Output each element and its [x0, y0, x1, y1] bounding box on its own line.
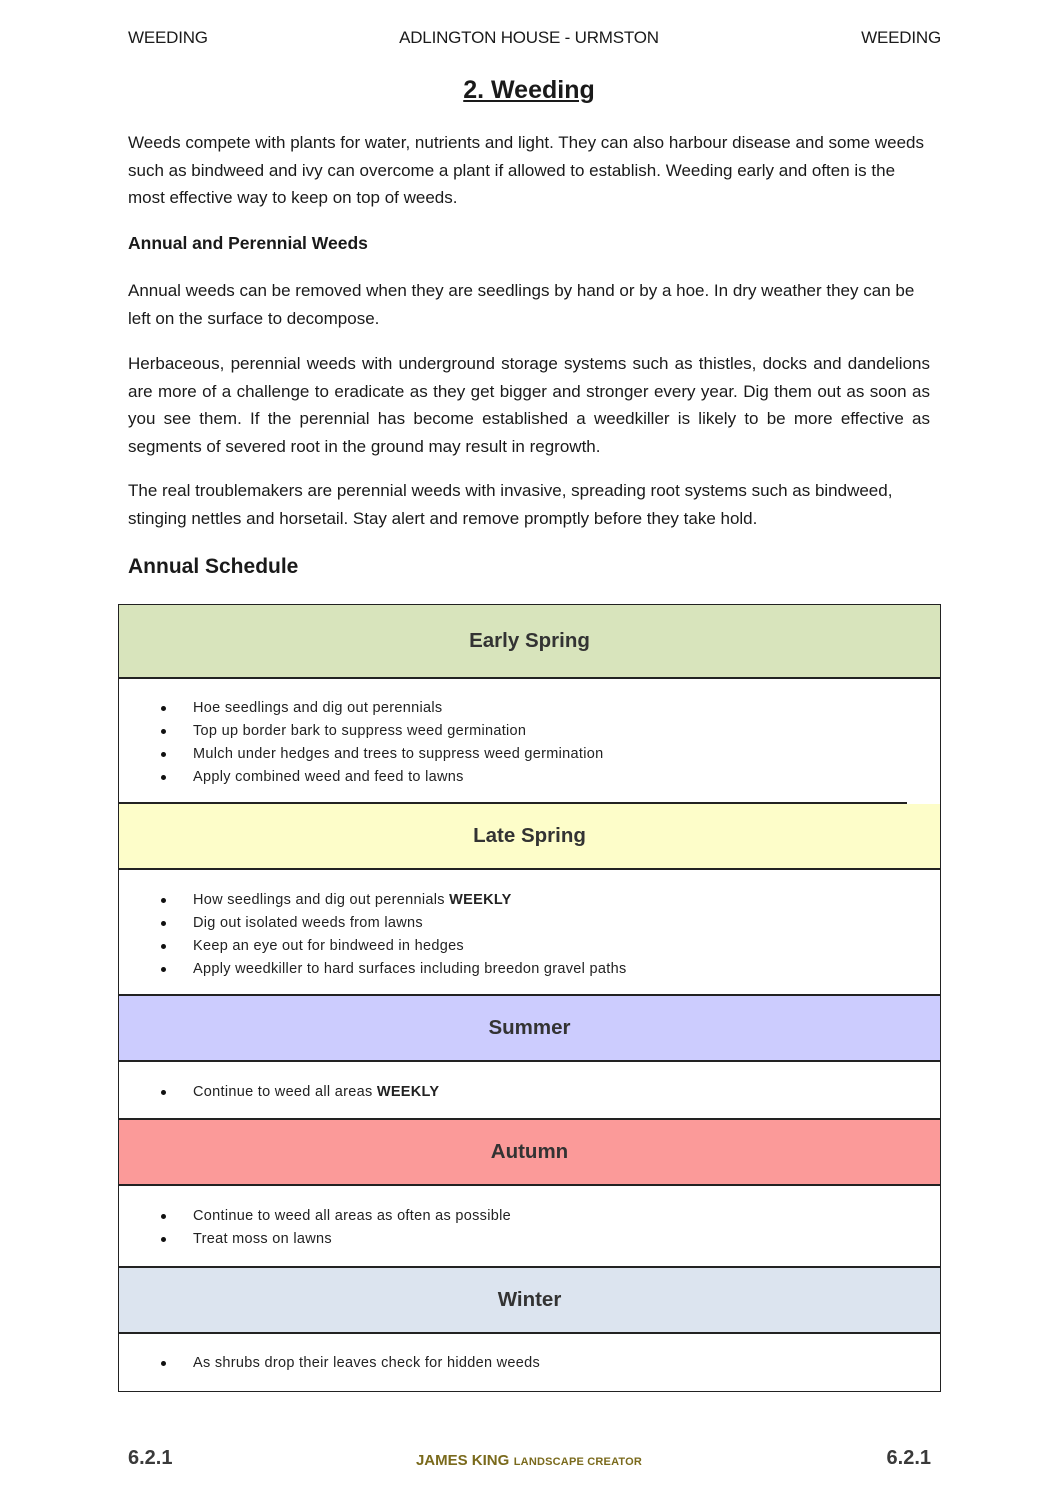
section-heading: Annual and Perennial Weeds	[128, 233, 368, 253]
perennial-weeds-paragraph: Herbaceous, perennial weeds with underground storage systems such as thistles, docks and dandelions are more of a challenge to eradicate as they get bigger and stronger every year. Dig them out as soon as you see them. If the perennial has become established a weedkiller is likely to be more effective as segments of severed root in the ground may result in regrowth.	[128, 354, 930, 456]
header-left: WEEDING	[128, 28, 208, 47]
header-center: ADLINGTON HOUSE - URMSTON	[399, 28, 659, 47]
task-list-late-spring	[119, 889, 627, 981]
bullet-icon	[161, 898, 166, 903]
page-title: 2. Weeding	[463, 76, 595, 104]
list-item: Treat moss on lawns	[119, 1228, 511, 1251]
task-list-autumn	[119, 1205, 511, 1251]
bullet-icon	[161, 944, 166, 949]
row-divider	[119, 1332, 940, 1334]
bullet-icon	[161, 1090, 166, 1095]
intro-paragraph: Weeds compete with plants for water, nutrients and light. They can also harbour disease and some weeds such as bindweed and ivy can overcome a plant if allowed to establish. Weeding early and often is the most effective way to keep on top of weeds.	[128, 133, 924, 207]
season-header-autumn	[119, 1120, 940, 1184]
season-title: Autumn	[490, 1140, 569, 1163]
bullet-icon	[161, 1214, 166, 1219]
bullet-icon	[161, 1361, 166, 1366]
row-divider	[119, 677, 940, 679]
brand-tagline: LANDSCAPE CREATOR	[513, 1456, 643, 1468]
task-list-winter	[119, 1352, 540, 1375]
footer-page-number-right: 6.2.1	[886, 1447, 931, 1469]
season-header-summer	[119, 996, 940, 1060]
task-list-summer	[119, 1081, 439, 1104]
footer-page-number-left: 6.2.1	[128, 1447, 173, 1469]
list-item: Continue to weed all areas as often as possible	[119, 1205, 511, 1228]
list-item: Apply weedkiller to hard surfaces including breedon gravel paths	[119, 958, 627, 981]
season-title: Winter	[497, 1288, 562, 1311]
list-item: Mulch under hedges and trees to suppress weed germination	[119, 743, 603, 766]
bullet-icon	[161, 706, 166, 711]
list-item: Apply combined weed and feed to lawns	[119, 766, 603, 789]
schedule-heading: Annual Schedule	[128, 555, 299, 578]
header-right: WEEDING	[861, 28, 941, 47]
season-title: Summer	[488, 1016, 571, 1039]
list-item: As shrubs drop their leaves check for hidden weeds	[119, 1352, 540, 1375]
bullet-icon	[161, 775, 166, 780]
season-header-late-spring	[119, 804, 940, 868]
season-title: Late Spring	[473, 824, 586, 847]
task-list-early-spring	[119, 697, 603, 789]
annual-schedule-table	[118, 604, 941, 1392]
bullet-icon	[161, 921, 166, 926]
season-header-early-spring	[119, 605, 940, 677]
annual-weeds-paragraph: Annual weeds can be removed when they are seedlings by hand or by a hoe. In dry weather they can be left on the surface to decompose.	[128, 281, 915, 328]
season-header-winter	[119, 1268, 940, 1332]
bullet-icon	[161, 1237, 166, 1242]
troublemakers-paragraph: The real troublemakers are perennial weeds with invasive, spreading root systems such as bindweed, stinging nettles and horsetail. Stay alert and remove promptly before they take hold.	[128, 481, 893, 528]
list-item: Dig out isolated weeds from lawns	[119, 912, 627, 935]
list-item: How seedlings and dig out perennials WEEKLY	[119, 889, 627, 912]
row-divider	[119, 1184, 940, 1186]
list-item: Top up border bark to suppress weed germination	[119, 720, 603, 743]
bullet-icon	[161, 729, 166, 734]
bullet-icon	[161, 967, 166, 972]
list-item: Keep an eye out for bindweed in hedges	[119, 935, 627, 958]
season-title: Early Spring	[469, 629, 590, 652]
list-item: Hoe seedlings and dig out perennials	[119, 697, 603, 720]
bullet-icon	[161, 752, 166, 757]
row-divider	[119, 1060, 940, 1062]
brand-name: JAMES KING	[415, 1452, 510, 1469]
list-item: Continue to weed all areas WEEKLY	[119, 1081, 439, 1104]
row-divider	[119, 868, 940, 870]
